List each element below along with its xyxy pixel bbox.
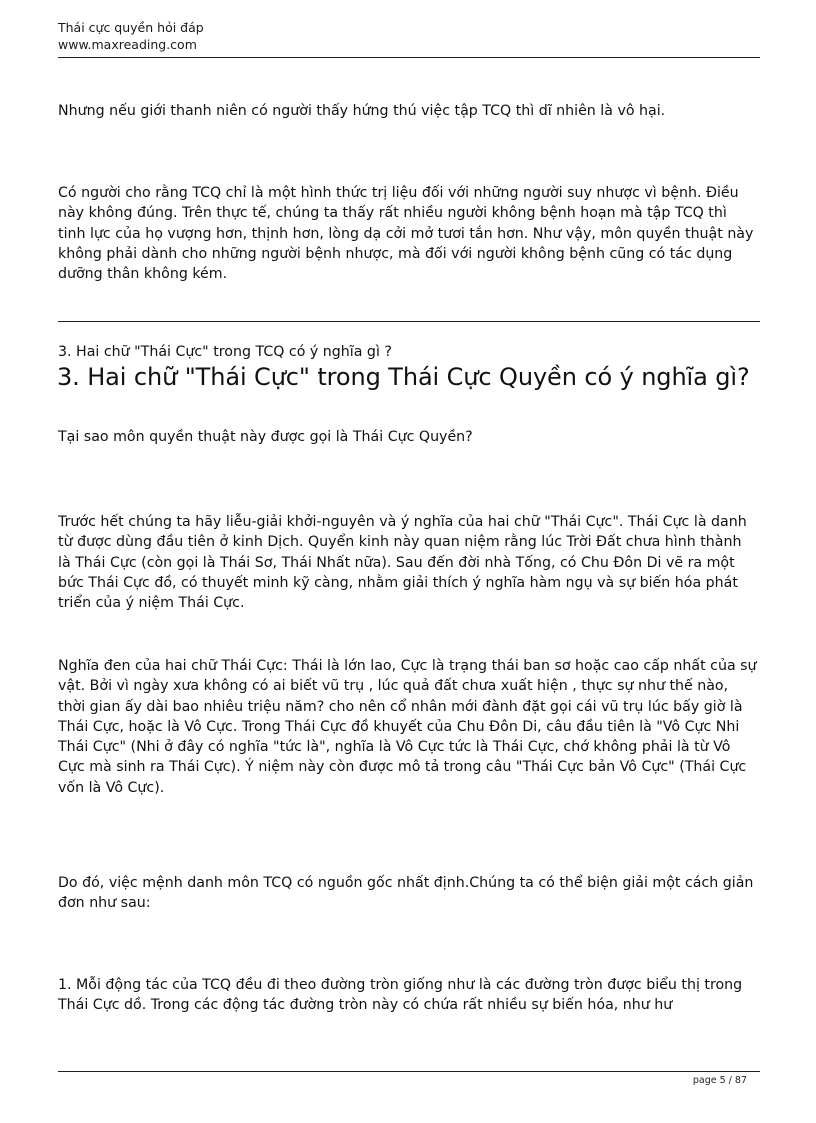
paragraph-1: Nhưng nếu giới thanh niên có người thấy hứng thú việc tập TCQ thì dĩ nhiên là vô hại. (58, 103, 666, 119)
paragraph-4: Trước hết chúng ta hãy liễu-giải khởi-nguyên và ý nghĩa của hai chữ "Thái Cực". Thái Cực là danh từ được dùng đầu tiên ở kinh Dịch. Quyển kinh này quan niệm rằng lúc Trời Đất chưa hình thành là Thái Cực (còn gọi là Thái Sơ, Thái Nhất nữa). Sau đến đời nhà Tống, có Chu Đôn Di vẽ ra một bức Thái Cực đồ, có thuyết minh kỹ càng, nhằm giải thích ý nghĩa hàm ngụ và sự biến hóa phát triển của ý niệm Thái Cực. (58, 514, 747, 612)
source-url: www.maxreading.com (58, 37, 197, 52)
section-title: 3. Hai chữ "Thái Cực" trong Thái Cực Quyền có ý nghĩa gì? (57, 363, 750, 391)
section-divider (58, 321, 760, 322)
paragraph-5: Nghĩa đen của hai chữ Thái Cực: Thái là lớn lao, Cực là trạng thái ban sơ hoặc cao cấp nhất của sự vật. Bởi vì ngày xưa không có ai biết vũ trụ , lúc quả đất chưa xuất hiện , thực sự như thế nào, thời gian ấy dài bao nhiêu triệu năm? cho nên cổ nhân mới đành đặt gọi cái vũ trụ lúc bấy giờ là Thái Cực, hoặc là Vô Cực. Trong Thái Cực đồ khuyết của Chu Đôn Di, câu đầu tiên là "Vô Cực Nhi Thái Cực" (Nhi ở đây có nghĩa "tức là", nghĩa là Vô Cực tức là Thái Cực, chớ không phải là từ Vô Cực mà sinh ra Thái Cực). Ý niệm này còn được mô tả trong câu "Thái Cực bản Vô Cực" (Thái Cực vốn là Vô Cực). (58, 658, 757, 796)
paragraph-7: 1. Mỗi động tác của TCQ đều đi theo đường tròn giống như là các đường tròn được biểu thị trong Thái Cực dồ. Trong các động tác đường tròn này có chứa rất nhiều sự biến hóa, như hư (58, 977, 743, 1014)
paragraph-6: Do đó, việc mệnh danh môn TCQ có nguồn gốc nhất định.Chúng ta có thể biện giải một cách giản đơn như sau: (58, 875, 754, 912)
document-title: Thái cực quyền hỏi đáp (58, 20, 204, 35)
header-divider (58, 57, 760, 58)
paragraph-3: Tại sao môn quyền thuật này được gọi là Thái Cực Quyền? (58, 429, 473, 445)
page-number: page 5 / 87 (692, 1075, 747, 1086)
footer-divider (58, 1071, 760, 1072)
paragraph-2: Có người cho rằng TCQ chỉ là một hình thức trị liệu đối với những người suy nhược vì bệnh. Điều này không đúng. Trên thực tế, chúng ta thấy rất nhiều người không bệnh hoạn mà tập TCQ thì tinh lực của họ vượng hơn, thịnh hơn, lòng dạ cởi mở tươi tắn hơn. Như vậy, môn quyền thuật này không phải dành cho những người bệnh nhược, mà đối với người không bệnh cũng có tác dụng dưỡng thân không kém. (58, 185, 754, 283)
page-header (58, 19, 760, 53)
section-subtitle: 3. Hai chữ "Thái Cực" trong TCQ có ý nghĩa gì ? (58, 344, 392, 360)
